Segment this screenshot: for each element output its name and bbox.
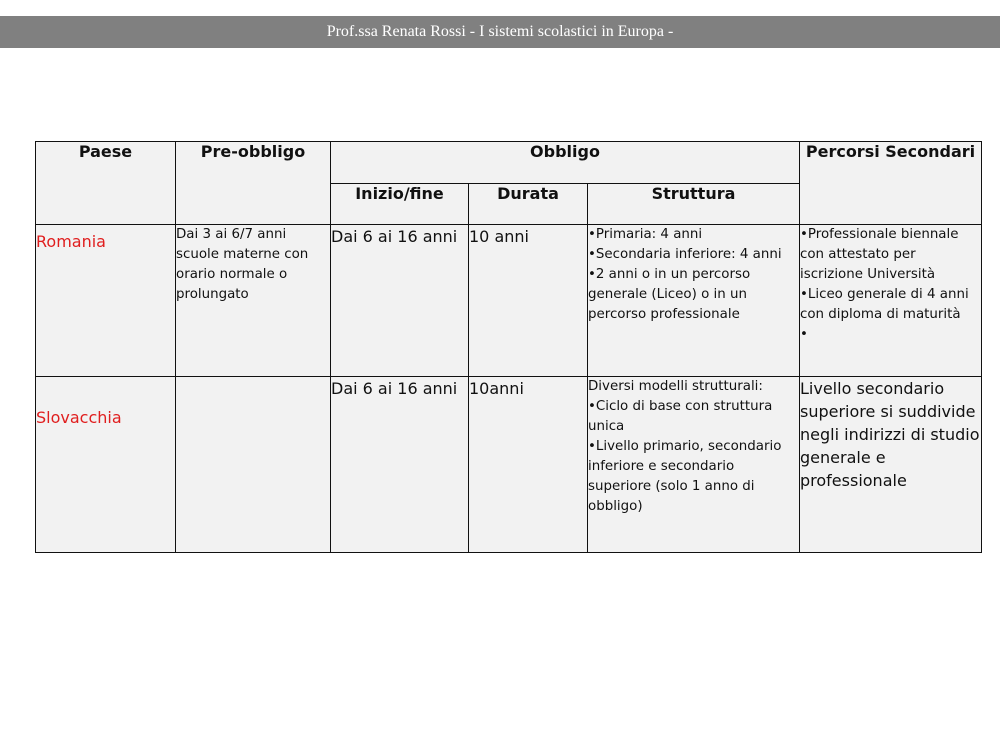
inizio-fine-cell: Dai 6 ai 16 anni bbox=[331, 225, 469, 377]
table-row bbox=[36, 377, 982, 553]
percorsi-item: •Liceo generale di 4 anni con diploma di maturità bbox=[800, 287, 969, 322]
struttura-item: •Primaria: 4 anni bbox=[588, 227, 703, 242]
table-row bbox=[36, 225, 982, 377]
pre-obbligo-cell: Dai 3 ai 6/7 anni scuole materne con orario normale o prolungato bbox=[176, 225, 331, 377]
slide-title: Prof.ssa Renata Rossi - I sistemi scolastici in Europa - bbox=[326, 23, 674, 40]
header-paese: Paese bbox=[36, 142, 176, 225]
school-systems-table bbox=[35, 141, 982, 553]
header-row-top bbox=[36, 142, 982, 184]
durata-cell: 10anni bbox=[469, 377, 588, 553]
country-cell: Romania bbox=[36, 225, 176, 377]
percorsi-item: •Professionale biennale con attestato per iscrizione Università bbox=[800, 227, 959, 282]
header-durata: Durata bbox=[469, 184, 588, 225]
slide-header bbox=[0, 16, 1000, 48]
struttura-cell bbox=[588, 377, 800, 553]
header-struttura: Struttura bbox=[588, 184, 800, 225]
header-obbligo: Obbligo bbox=[331, 142, 800, 184]
struttura-item: Diversi modelli strutturali: bbox=[588, 379, 763, 394]
header-pre-obbligo: Pre-obbligo bbox=[176, 142, 331, 225]
struttura-item: •Livello primario, secondario inferiore e secondario superiore (solo 1 anno di obbligo) bbox=[588, 439, 782, 514]
country-cell: Slovacchia bbox=[36, 377, 176, 553]
struttura-item: •Ciclo di base con struttura unica bbox=[588, 399, 773, 434]
header-percorsi-secondari: Percorsi Secondari bbox=[800, 142, 982, 225]
percorsi-secondari-cell: Livello secondario superiore si suddivide negli indirizzi di studio generale e professionale bbox=[800, 377, 982, 553]
inizio-fine-cell: Dai 6 ai 16 anni bbox=[331, 377, 469, 553]
header-inizio-fine: Inizio/fine bbox=[331, 184, 469, 225]
durata-cell: 10 anni bbox=[469, 225, 588, 377]
struttura-item: •Secondaria inferiore: 4 anni bbox=[588, 247, 782, 262]
percorsi-item: • bbox=[800, 327, 808, 342]
pre-obbligo-cell bbox=[176, 377, 331, 553]
struttura-item: •2 anni o in un percorso generale (Liceo) o in un percorso professionale bbox=[588, 267, 751, 322]
percorsi-secondari-cell bbox=[800, 225, 982, 377]
struttura-cell bbox=[588, 225, 800, 377]
